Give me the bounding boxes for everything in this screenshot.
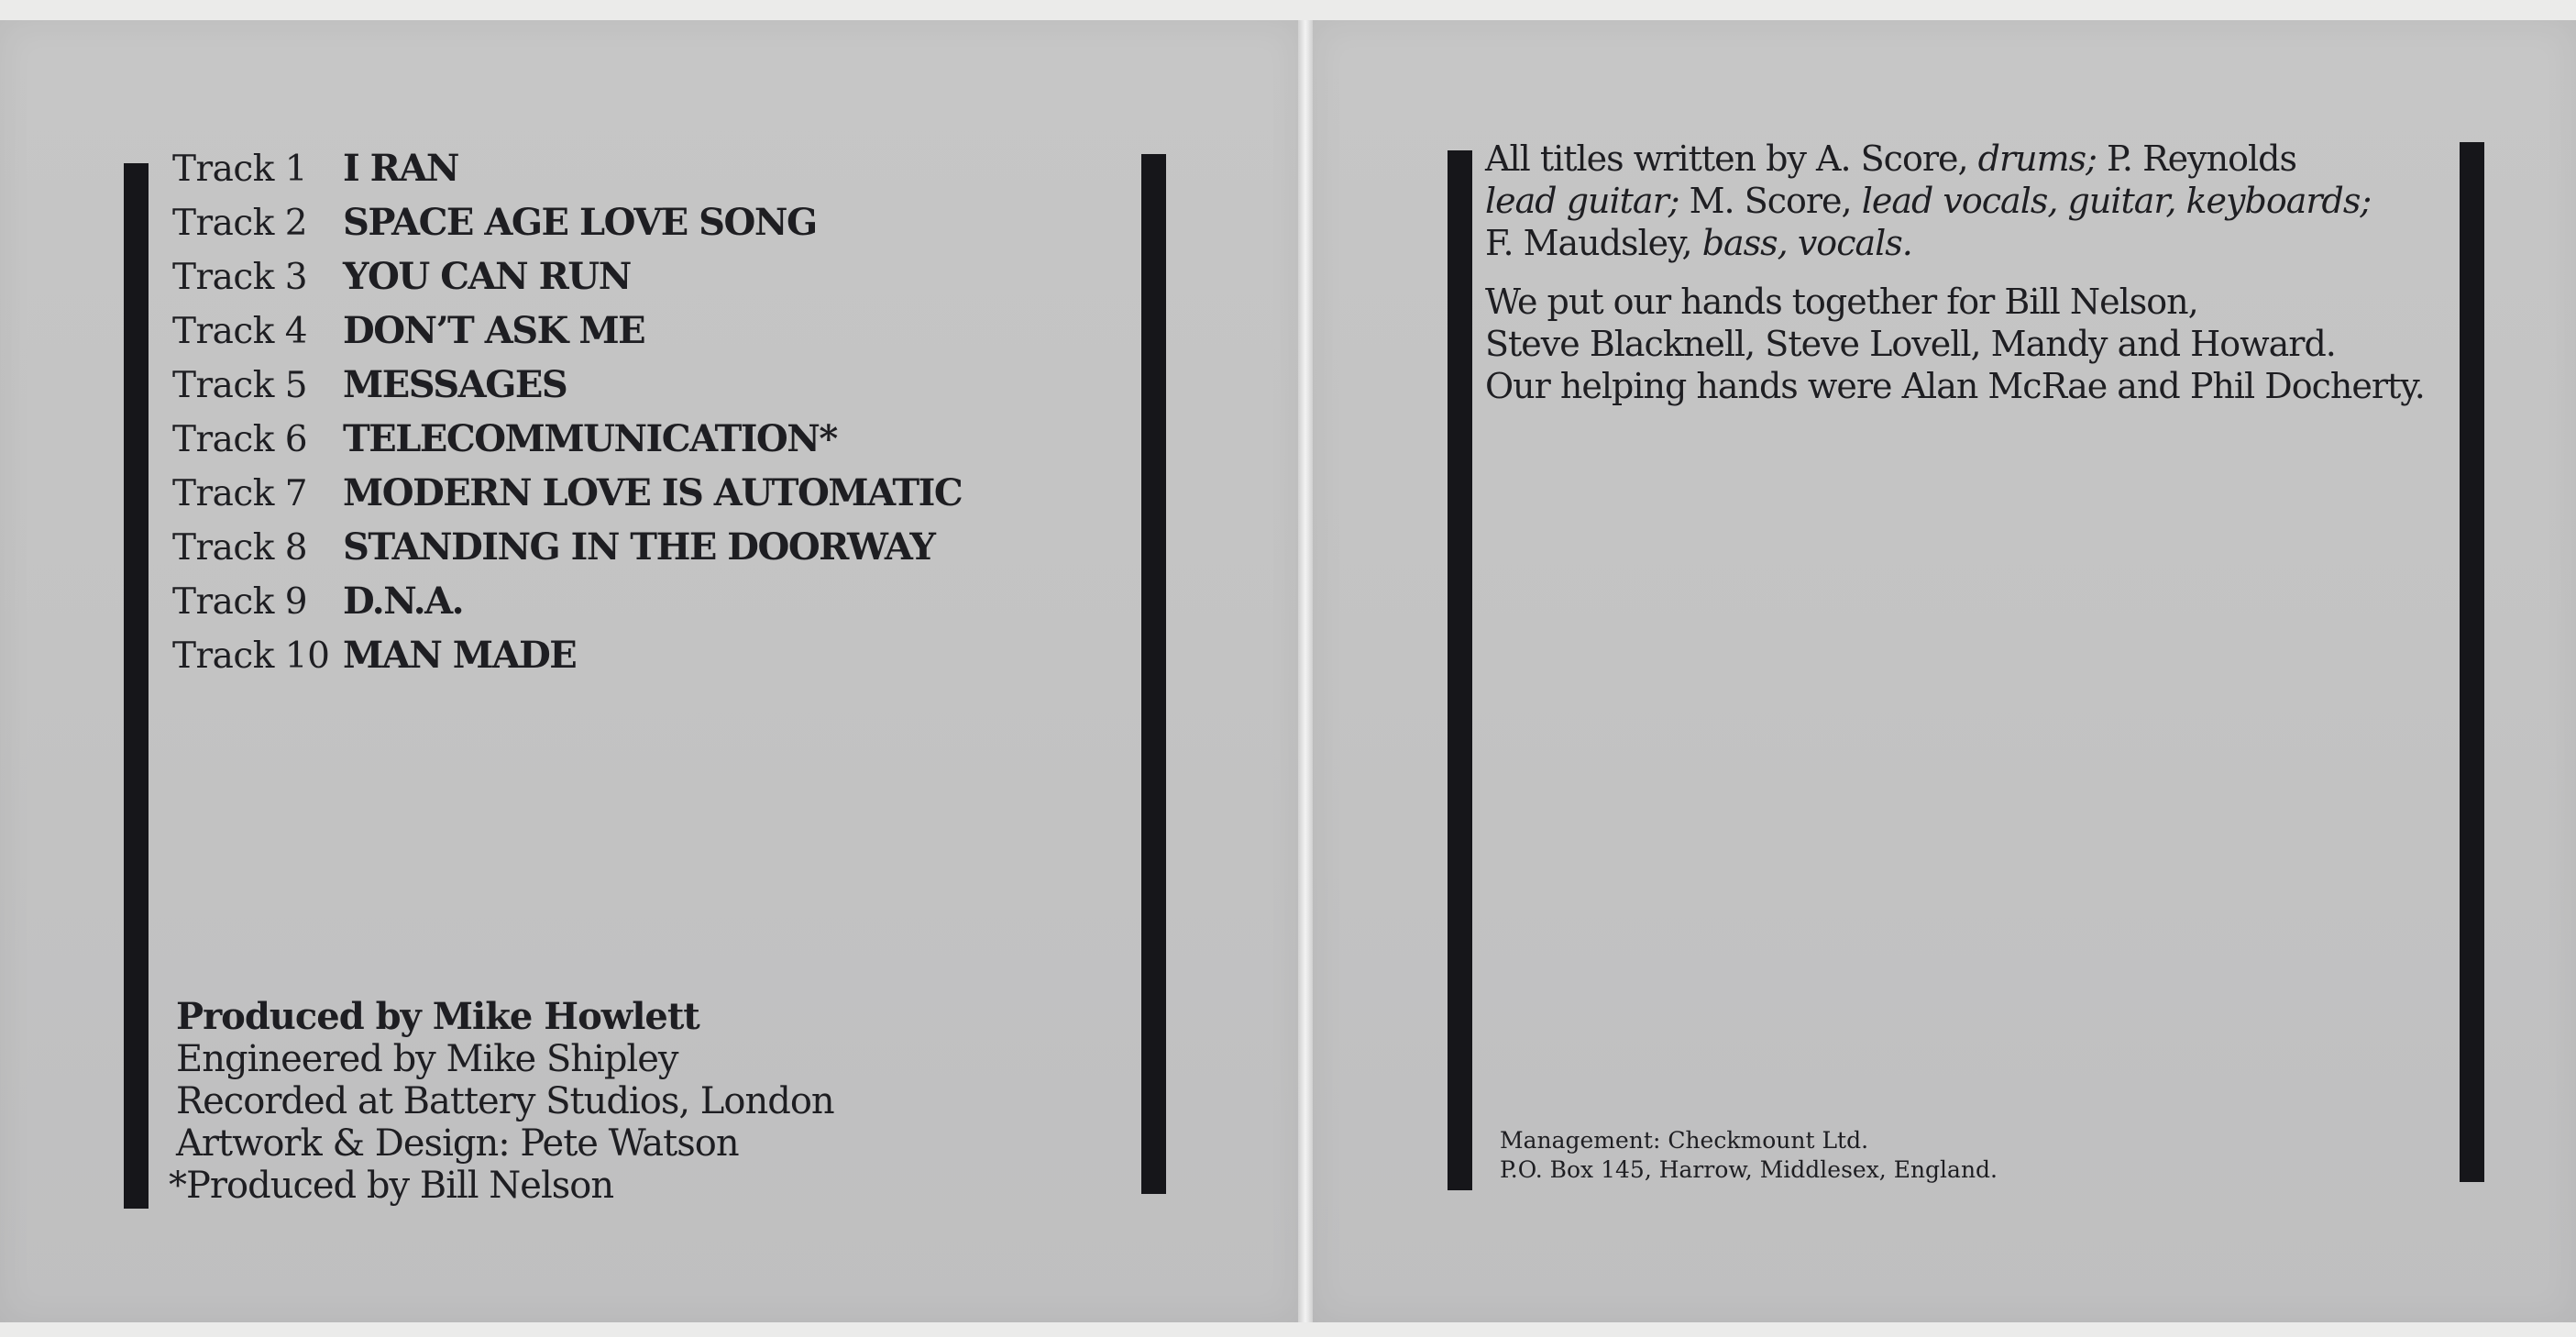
writers-role: lead guitar;: [1485, 181, 1679, 221]
engineer-credit: Engineered by Mike Shipley: [176, 1038, 678, 1080]
production-credits: [169, 995, 1093, 1207]
track-label: Track 6: [172, 419, 308, 460]
track-row: [172, 471, 1089, 525]
liner-notes: [1485, 138, 2438, 407]
writers-text: P. Reynolds: [2096, 138, 2296, 179]
center-fold: [1298, 20, 1313, 1322]
thanks-line: Steve Blacknell, Steve Lovell, Mandy and Howard.: [1485, 324, 2336, 364]
track-title: MESSAGES: [343, 363, 567, 406]
writers-role: bass, vocals.: [1701, 223, 1912, 263]
thanks-line: We put our hands together for Bill Nelson,: [1485, 282, 2198, 322]
artwork-credit: Artwork & Design: Pete Watson: [176, 1122, 739, 1165]
track-label: Track 4: [172, 311, 308, 352]
track-row: [172, 417, 1089, 471]
track-title: SPACE AGE LOVE SONG: [343, 201, 817, 244]
footnote-credit: *Produced by Bill Nelson: [169, 1165, 614, 1207]
track-row: [172, 309, 1089, 363]
track-row: [172, 201, 1089, 255]
writers-role: lead vocals, guitar, keyboards;: [1861, 181, 2372, 221]
left-outer-bar: [124, 163, 149, 1209]
track-row: [172, 147, 1089, 201]
track-label: Track 10: [172, 635, 330, 677]
recording-credit: Recorded at Battery Studios, London: [176, 1080, 834, 1122]
track-title: I RAN: [343, 147, 458, 190]
track-title: YOU CAN RUN: [343, 255, 631, 298]
track-label: Track 7: [172, 473, 308, 514]
writers-line-3: [1485, 222, 2438, 264]
left-inner-bar: [1141, 154, 1166, 1194]
track-label: Track 3: [172, 257, 308, 298]
track-title: MODERN LOVE IS AUTOMATIC: [343, 471, 963, 514]
track-row: [172, 580, 1089, 634]
right-inner-bar: [1448, 150, 1472, 1190]
track-row: [172, 525, 1089, 580]
track-title: D.N.A.: [343, 580, 464, 623]
writers-role: drums;: [1977, 138, 2097, 179]
track-title: STANDING IN THE DOORWAY: [343, 525, 935, 569]
writers-line-1: [1485, 138, 2438, 180]
track-label: Track 9: [172, 581, 308, 623]
thanks-paragraph: [1485, 281, 2438, 407]
management-line: Management: Checkmount Ltd.: [1500, 1127, 1869, 1154]
track-title: TELECOMMUNICATION*: [343, 417, 837, 460]
producer-credit: Produced by Mike Howlett: [176, 995, 699, 1038]
track-label: Track 2: [172, 203, 308, 244]
track-title: MAN MADE: [343, 634, 577, 677]
track-row: [172, 634, 1089, 688]
track-title: DON’T ASK ME: [343, 309, 645, 352]
writers-text: F. Maudsley,: [1485, 223, 1702, 263]
track-label: Track 8: [172, 527, 308, 569]
track-row: [172, 363, 1089, 417]
management-info: [1500, 1126, 1998, 1185]
writers-line-2: [1485, 180, 2438, 222]
track-label: Track 5: [172, 365, 308, 406]
track-label: Track 1: [172, 149, 308, 190]
right-outer-bar: [2460, 142, 2484, 1182]
address-line: P.O. Box 145, Harrow, Middlesex, England.: [1500, 1156, 1998, 1183]
writers-text: All titles written by A. Score,: [1485, 138, 1978, 179]
tracklist: [172, 147, 1089, 688]
track-row: [172, 255, 1089, 309]
thanks-line: Our helping hands were Alan McRae and Phil Docherty.: [1485, 366, 2425, 406]
writers-text: M. Score,: [1679, 181, 1862, 221]
